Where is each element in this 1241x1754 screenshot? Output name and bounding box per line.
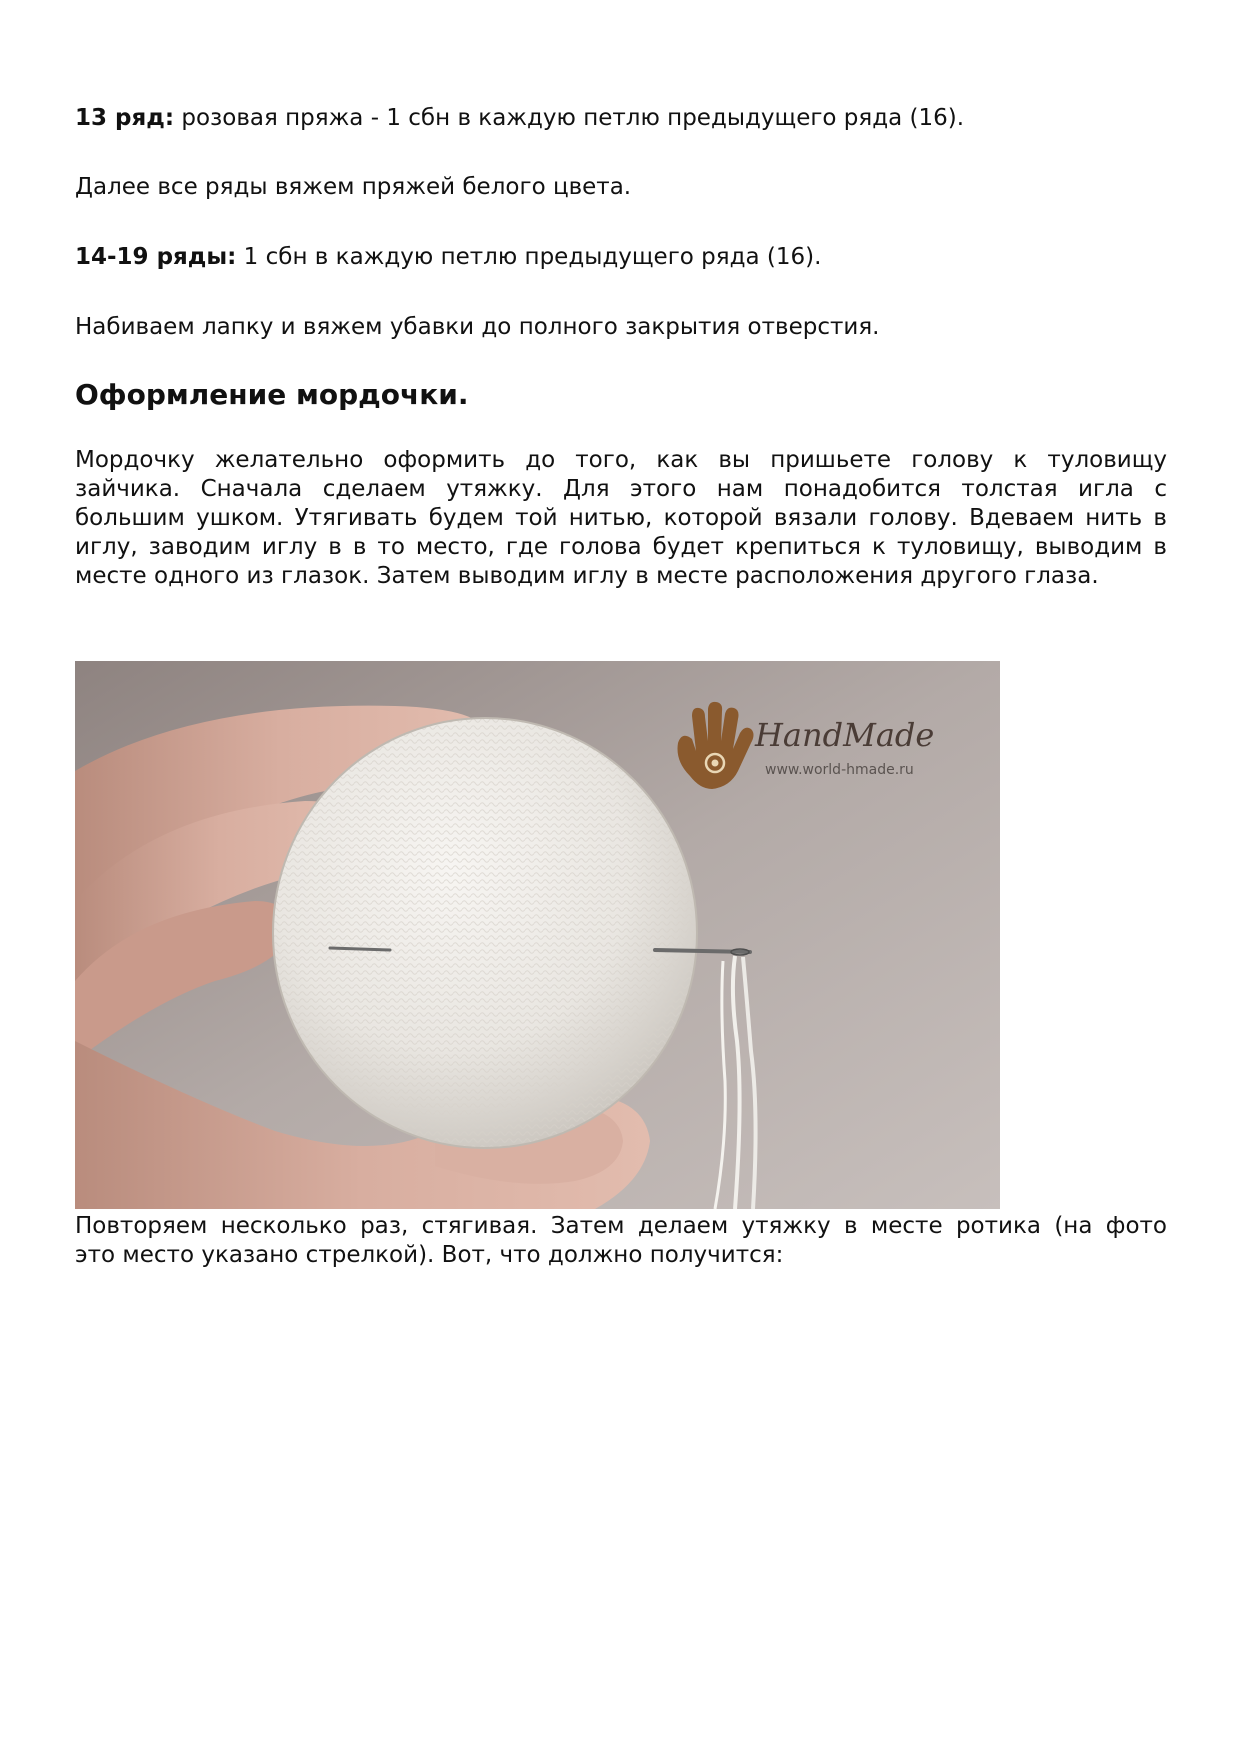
watermark-name: HandMade bbox=[755, 716, 935, 754]
crochet-ball-photo bbox=[75, 661, 1000, 1209]
rows-14-19-label: 14-19 ряды: bbox=[75, 244, 237, 270]
after-photo-paragraph bbox=[75, 1212, 1167, 1270]
row-13-label: 13 ряд: bbox=[75, 105, 175, 131]
crochet-ball bbox=[273, 718, 697, 1148]
rows-14-19-text: 1 сбн в каждую петлю предыдущего ряда (16). bbox=[236, 244, 822, 270]
row-13-instruction bbox=[75, 104, 1167, 133]
row-13-text: розовая пряжа - 1 сбн в каждую петлю предыдущего ряда (16). bbox=[174, 105, 965, 131]
white-yarn-note: Далее все ряды вяжем пряжей белого цвета. bbox=[75, 174, 632, 200]
section-heading: Оформление мордочки. bbox=[75, 378, 469, 411]
paragraph-line: зайчика. Сначала сделаем утяжку. Для этого нам понадобится толстая игла с bbox=[75, 476, 1167, 502]
stuffing-note: Набиваем лапку и вяжем убавки до полного закрытия отверстия. bbox=[75, 314, 880, 340]
watermark-url: www.world-hmade.ru bbox=[765, 762, 914, 778]
paragraph-line: Мордочку желательно оформить до того, как вы пришьете голову к туловищу bbox=[75, 447, 1167, 473]
paragraph-line: Повторяем несколько раз, стягивая. Затем делаем утяжку в месте ротика (на фото bbox=[75, 1213, 1167, 1239]
face-design-paragraph bbox=[75, 446, 1167, 591]
paragraph-line: это место указано стрелкой). Вот, что должно получится: bbox=[75, 1242, 784, 1268]
photo-illustration bbox=[75, 661, 1000, 1209]
paragraph-line: большим ушком. Утягивать будем той нитью, которой вязали голову. Вдеваем нить в bbox=[75, 505, 1167, 531]
paragraph-line: иглу, заводим иглу в в то место, где голова будет крепиться к туловищу, выводим в bbox=[75, 534, 1167, 560]
paragraph-line: месте одного из глазок. Затем выводим иглу в месте расположения другого глаза. bbox=[75, 563, 1099, 589]
rows-14-19-instruction bbox=[75, 243, 1167, 272]
